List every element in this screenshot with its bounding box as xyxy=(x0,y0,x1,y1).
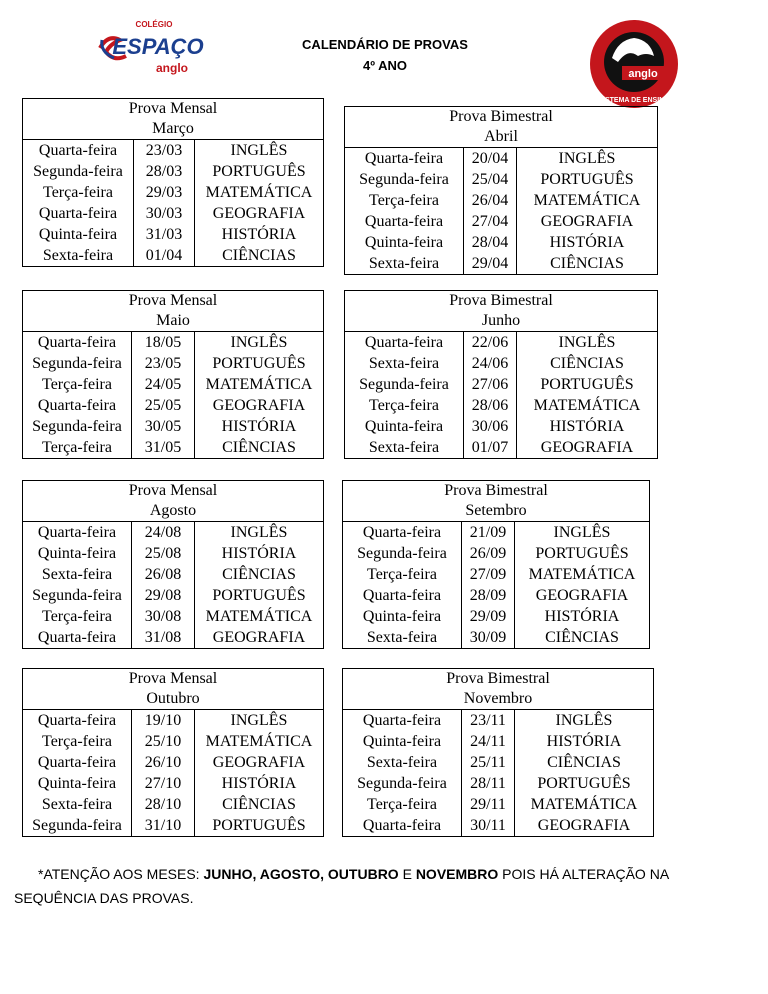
table-row xyxy=(345,353,657,374)
subject-cell: PORTUGUÊS xyxy=(212,587,306,604)
table-row xyxy=(23,182,323,203)
table-row xyxy=(23,815,323,836)
table-row xyxy=(23,543,323,564)
table-row xyxy=(23,606,323,627)
subject-cell: GEOGRAFIA xyxy=(540,213,634,230)
date-cell: 28/11 xyxy=(462,773,515,794)
weekday-cell: Terça-feira xyxy=(345,395,464,416)
exam-type: Prova Mensal xyxy=(128,670,218,687)
weekday-cell: Quarta-feira xyxy=(343,585,462,606)
table-row xyxy=(345,169,657,190)
exam-type: Prova Bimestral xyxy=(446,670,550,687)
subject-cell: PORTUGUÊS xyxy=(540,376,634,393)
date-cell: 29/04 xyxy=(464,253,517,274)
subject-cell: INGLÊS xyxy=(553,524,611,541)
weekday-cell: Quarta-feira xyxy=(345,332,464,353)
date-cell: 01/04 xyxy=(134,245,195,266)
subject-cell: HISTÓRIA xyxy=(221,418,297,435)
date-cell: 24/08 xyxy=(132,522,195,543)
table-row xyxy=(343,773,653,794)
date-cell: 25/05 xyxy=(132,395,195,416)
date-cell: 31/10 xyxy=(132,815,195,836)
date-cell: 26/08 xyxy=(132,564,195,585)
weekday-cell: Sexta-feira xyxy=(345,253,464,274)
weekday-cell: Sexta-feira xyxy=(343,627,462,648)
weekday-cell: Quarta-feira xyxy=(343,815,462,836)
subject-cell: HISTÓRIA xyxy=(221,775,297,792)
weekday-cell: Quinta-feira xyxy=(23,543,132,564)
table-row xyxy=(23,416,323,437)
table-row xyxy=(23,395,323,416)
table-row xyxy=(343,627,649,648)
weekday-cell: Quinta-feira xyxy=(343,606,462,627)
exam-table xyxy=(22,480,324,649)
weekday-cell: Terça-feira xyxy=(343,564,462,585)
exam-table xyxy=(22,668,324,837)
anglo-sistema-logo xyxy=(588,18,680,110)
date-cell: 23/03 xyxy=(134,140,195,161)
table-row xyxy=(345,395,657,416)
subject-cell: HISTÓRIA xyxy=(221,226,297,243)
subject-cell: CIÊNCIAS xyxy=(222,439,296,456)
weekday-cell: Quinta-feira xyxy=(23,773,132,794)
subject-cell: PORTUGUÊS xyxy=(212,817,306,834)
table-row xyxy=(345,253,657,274)
page-title: CALENDÁRIO DE PROVAS xyxy=(302,37,468,52)
weekday-cell: Quarta-feira xyxy=(23,332,132,353)
subject-cell: CIÊNCIAS xyxy=(547,754,621,771)
weekday-cell: Quarta-feira xyxy=(23,522,132,543)
table-row xyxy=(345,374,657,395)
subject-cell: INGLÊS xyxy=(558,334,616,351)
date-cell: 30/06 xyxy=(464,416,517,437)
subject-cell: INGLÊS xyxy=(230,524,288,541)
exam-table xyxy=(342,668,654,837)
weekday-cell: Segunda-feira xyxy=(23,416,132,437)
table-row xyxy=(343,606,649,627)
weekday-cell: Sexta-feira xyxy=(23,564,132,585)
subject-cell: CIÊNCIAS xyxy=(550,255,624,272)
exam-table xyxy=(344,290,658,459)
subject-cell: CIÊNCIAS xyxy=(222,247,296,264)
date-cell: 29/03 xyxy=(134,182,195,203)
weekday-cell: Quinta-feira xyxy=(23,224,134,245)
table-row xyxy=(343,564,649,585)
colegio-espaco-logo xyxy=(98,18,208,78)
date-cell: 30/09 xyxy=(462,627,515,648)
subject-cell: HISTÓRIA xyxy=(546,733,622,750)
exam-month: Junho xyxy=(481,312,521,329)
date-cell: 29/09 xyxy=(462,606,515,627)
subject-cell: PORTUGUÊS xyxy=(535,545,629,562)
table-row xyxy=(343,815,653,836)
exam-table xyxy=(22,290,324,459)
exam-month: Outubro xyxy=(146,690,200,707)
table-row xyxy=(345,211,657,232)
subject-cell: INGLÊS xyxy=(230,712,288,729)
exam-month: Novembro xyxy=(463,690,533,707)
subject-cell: GEOGRAFIA xyxy=(212,397,306,414)
weekday-cell: Quarta-feira xyxy=(343,522,462,543)
exam-type: Prova Mensal xyxy=(128,100,218,117)
date-cell: 25/11 xyxy=(462,752,515,773)
date-cell: 24/11 xyxy=(462,731,515,752)
date-cell: 27/04 xyxy=(464,211,517,232)
subject-cell: PORTUGUÊS xyxy=(212,355,306,372)
subject-cell: HISTÓRIA xyxy=(549,418,625,435)
subject-cell: MATEMÁTICA xyxy=(528,566,636,583)
subject-cell: INGLÊS xyxy=(555,712,613,729)
date-cell: 28/09 xyxy=(462,585,515,606)
date-cell: 24/06 xyxy=(464,353,517,374)
date-cell: 18/05 xyxy=(132,332,195,353)
subject-cell: MATEMÁTICA xyxy=(205,376,313,393)
exam-month: Agosto xyxy=(149,502,197,519)
table-row xyxy=(345,332,657,353)
table-row xyxy=(343,731,653,752)
weekday-cell: Segunda-feira xyxy=(345,169,464,190)
weekday-cell: Quinta-feira xyxy=(345,232,464,253)
date-cell: 26/04 xyxy=(464,190,517,211)
weekday-cell: Terça-feira xyxy=(343,794,462,815)
attention-note: *ATENÇÃO AOS MESES: JUNHO, AGOSTO, OUTUBRO E NOVEMBRO POIS HÁ ALTERAÇÃO NA SEQUÊNCIA DAS PROVAS. xyxy=(14,866,670,906)
date-cell: 21/09 xyxy=(462,522,515,543)
weekday-cell: Quarta-feira xyxy=(23,395,132,416)
subject-cell: GEOGRAFIA xyxy=(212,205,306,222)
date-cell: 25/10 xyxy=(132,731,195,752)
svg-text:anglo: anglo xyxy=(156,61,188,75)
weekday-cell: Segunda-feira xyxy=(343,773,462,794)
subject-cell: MATEMÁTICA xyxy=(530,796,638,813)
subject-cell: GEOGRAFIA xyxy=(212,629,306,646)
subject-cell: MATEMÁTICA xyxy=(205,184,313,201)
subject-cell: HISTÓRIA xyxy=(221,545,297,562)
exam-type: Prova Bimestral xyxy=(449,108,553,125)
subject-cell: GEOGRAFIA xyxy=(212,754,306,771)
date-cell: 31/08 xyxy=(132,627,195,648)
table-row xyxy=(23,332,323,353)
table-row xyxy=(23,627,323,648)
weekday-cell: Quarta-feira xyxy=(23,752,132,773)
exam-type: Prova Mensal xyxy=(128,482,218,499)
weekday-cell: Sexta-feira xyxy=(345,353,464,374)
subject-cell: MATEMÁTICA xyxy=(533,192,641,209)
subject-cell: MATEMÁTICA xyxy=(205,733,313,750)
exam-month: Setembro xyxy=(465,502,527,519)
table-row xyxy=(343,752,653,773)
subject-cell: HISTÓRIA xyxy=(544,608,620,625)
table-row xyxy=(345,416,657,437)
date-cell: 30/03 xyxy=(134,203,195,224)
page-subtitle: 4º ANO xyxy=(363,58,407,73)
table-row xyxy=(23,437,323,458)
weekday-cell: Quarta-feira xyxy=(343,710,462,731)
table-row xyxy=(343,794,653,815)
subject-cell: CIÊNCIAS xyxy=(550,355,624,372)
subject-cell: CIÊNCIAS xyxy=(222,566,296,583)
date-cell: 29/11 xyxy=(462,794,515,815)
date-cell: 28/10 xyxy=(132,794,195,815)
date-cell: 31/03 xyxy=(134,224,195,245)
date-cell: 28/04 xyxy=(464,232,517,253)
table-row xyxy=(23,161,323,182)
date-cell: 22/06 xyxy=(464,332,517,353)
subject-cell: GEOGRAFIA xyxy=(535,587,629,604)
exam-month: Março xyxy=(152,120,194,137)
svg-text:ESPAÇO: ESPAÇO xyxy=(112,34,204,59)
exam-month: Maio xyxy=(156,312,190,329)
table-row xyxy=(343,522,649,543)
exam-table xyxy=(344,106,658,275)
subject-cell: PORTUGUÊS xyxy=(212,163,306,180)
date-cell: 25/04 xyxy=(464,169,517,190)
date-cell: 28/06 xyxy=(464,395,517,416)
table-row xyxy=(345,148,657,169)
weekday-cell: Segunda-feira xyxy=(345,374,464,395)
page-header xyxy=(240,34,530,76)
date-cell: 19/10 xyxy=(132,710,195,731)
subject-cell: GEOGRAFIA xyxy=(540,439,634,456)
weekday-cell: Sexta-feira xyxy=(343,752,462,773)
weekday-cell: Terça-feira xyxy=(345,190,464,211)
table-row xyxy=(23,752,323,773)
date-cell: 27/06 xyxy=(464,374,517,395)
table-row xyxy=(23,710,323,731)
table-row xyxy=(23,374,323,395)
date-cell: 30/05 xyxy=(132,416,195,437)
table-row xyxy=(23,731,323,752)
date-cell: 27/09 xyxy=(462,564,515,585)
subject-cell: INGLÊS xyxy=(230,334,288,351)
table-row xyxy=(23,203,323,224)
subject-cell: MATEMÁTICA xyxy=(533,397,641,414)
weekday-cell: Quarta-feira xyxy=(345,211,464,232)
weekday-cell: Quinta-feira xyxy=(345,416,464,437)
exam-month: Abril xyxy=(484,128,518,145)
date-cell: 25/08 xyxy=(132,543,195,564)
exam-table xyxy=(342,480,650,649)
date-cell: 23/05 xyxy=(132,353,195,374)
date-cell: 27/10 xyxy=(132,773,195,794)
subject-cell: PORTUGUÊS xyxy=(540,171,634,188)
table-row xyxy=(23,564,323,585)
table-row xyxy=(343,585,649,606)
weekday-cell: Terça-feira xyxy=(23,182,134,203)
date-cell: 29/08 xyxy=(132,585,195,606)
subject-cell: CIÊNCIAS xyxy=(545,629,619,646)
table-row xyxy=(343,543,649,564)
date-cell: 20/04 xyxy=(464,148,517,169)
date-cell: 30/08 xyxy=(132,606,195,627)
weekday-cell: Segunda-feira xyxy=(23,585,132,606)
table-row xyxy=(23,140,323,161)
table-row xyxy=(23,353,323,374)
svg-text:anglo: anglo xyxy=(628,68,658,80)
weekday-cell: Quarta-feira xyxy=(23,627,132,648)
date-cell: 28/03 xyxy=(134,161,195,182)
date-cell: 26/10 xyxy=(132,752,195,773)
exam-type: Prova Mensal xyxy=(128,292,218,309)
table-row xyxy=(23,585,323,606)
table-row xyxy=(345,437,657,458)
weekday-cell: Terça-feira xyxy=(23,437,132,458)
exam-type: Prova Bimestral xyxy=(444,482,548,499)
svg-text:COLÉGIO: COLÉGIO xyxy=(135,20,173,29)
table-row xyxy=(23,245,323,266)
date-cell: 30/11 xyxy=(462,815,515,836)
table-row xyxy=(23,794,323,815)
date-cell: 01/07 xyxy=(464,437,517,458)
weekday-cell: Terça-feira xyxy=(23,731,132,752)
weekday-cell: Quinta-feira xyxy=(343,731,462,752)
subject-cell: GEOGRAFIA xyxy=(537,817,631,834)
exam-table xyxy=(22,98,324,267)
exam-type: Prova Bimestral xyxy=(449,292,553,309)
weekday-cell: Terça-feira xyxy=(23,374,132,395)
weekday-cell: Segunda-feira xyxy=(23,353,132,374)
weekday-cell: Quarta-feira xyxy=(23,203,134,224)
weekday-cell: Quarta-feira xyxy=(23,710,132,731)
table-row xyxy=(345,232,657,253)
subject-cell: HISTÓRIA xyxy=(549,234,625,251)
table-row xyxy=(23,773,323,794)
date-cell: 31/05 xyxy=(132,437,195,458)
date-cell: 24/05 xyxy=(132,374,195,395)
subject-cell: INGLÊS xyxy=(558,150,616,167)
weekday-cell: Sexta-feira xyxy=(345,437,464,458)
weekday-cell: Sexta-feira xyxy=(23,245,134,266)
date-cell: 26/09 xyxy=(462,543,515,564)
weekday-cell: Segunda-feira xyxy=(343,543,462,564)
date-cell: 23/11 xyxy=(462,710,515,731)
table-row xyxy=(343,710,653,731)
table-row xyxy=(345,190,657,211)
subject-cell: MATEMÁTICA xyxy=(205,608,313,625)
subject-cell: INGLÊS xyxy=(230,142,288,159)
table-row xyxy=(23,224,323,245)
weekday-cell: Segunda-feira xyxy=(23,815,132,836)
svg-text:SISTEMA DE ENSINO: SISTEMA DE ENSINO xyxy=(598,97,670,104)
subject-cell: PORTUGUÊS xyxy=(537,775,631,792)
weekday-cell: Quarta-feira xyxy=(23,140,134,161)
weekday-cell: Terça-feira xyxy=(23,606,132,627)
table-row xyxy=(23,522,323,543)
weekday-cell: Segunda-feira xyxy=(23,161,134,182)
weekday-cell: Sexta-feira xyxy=(23,794,132,815)
subject-cell: CIÊNCIAS xyxy=(222,796,296,813)
weekday-cell: Quarta-feira xyxy=(345,148,464,169)
